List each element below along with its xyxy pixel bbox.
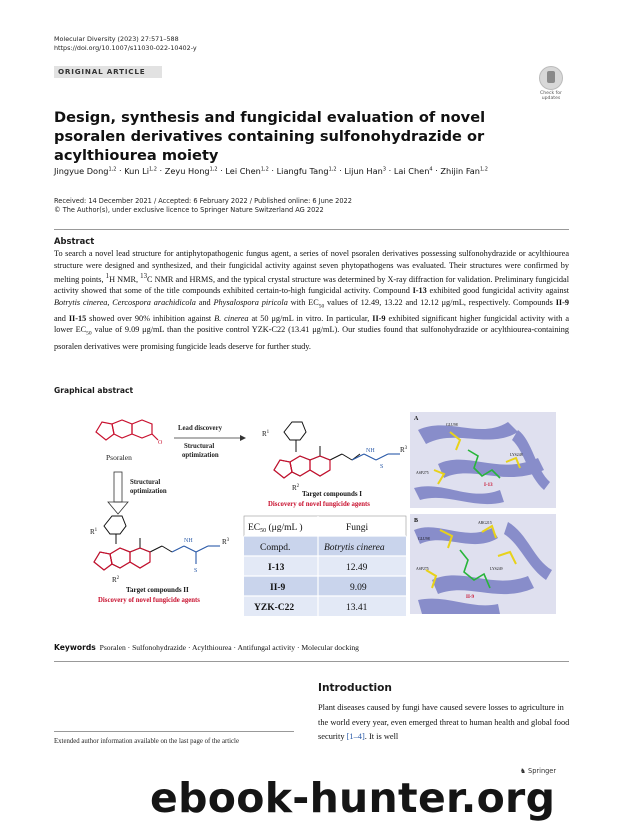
target-ii-nh: NH [184,538,193,544]
footnote-divider [54,731,294,732]
dock-b-residue-1: GLU98 [418,537,430,541]
target-i-highlight [274,456,330,478]
arrow-down [114,472,122,502]
target-i-r3: $R^3$ [400,446,408,454]
target-i-r1: $R^1$ [262,430,270,438]
introduction-heading: Introduction [318,682,392,694]
arrow1-label-1: Lead discovery [178,425,222,432]
psoralen-structure [96,420,158,440]
dock-b-residue-4: ASP275 [416,567,429,571]
dock-a-residue-3: LYS248 [510,453,523,457]
watermark: ebook-hunter.org [150,774,556,822]
table-row-value: 13.41 [346,603,368,613]
publication-history: Received: 14 December 2021 / Accepted: 6 February 2022 / Published online: 6 June 2022 [54,197,352,205]
keywords-divider [54,661,569,662]
author[interactable]: Liangfu Tang$^{1,2}$ [276,165,337,176]
author-info-footnote: Extended author information available on the last page of the article [54,738,239,745]
arrow2-label-2: optimization [130,488,167,495]
table-row0-col1: Botrytis cinerea [324,543,385,553]
keywords [54,643,574,653]
dock-b-residue-3: LYS249 [490,567,503,571]
target-i-label: Target compounds I [302,490,363,498]
author[interactable]: Lai Chen$^4$ [393,165,433,176]
publisher-logo: ♞ Springer [520,767,557,775]
dock-b-residue-2: ARG215 [478,521,492,525]
target-compounds-ii-structure [94,516,172,570]
dock-a-residue-1: GLU98 [446,423,458,427]
target-compounds-i-structure [274,422,360,478]
psoralen-label: Psoralen [106,453,132,462]
dock-b-ligand: II-9 [466,595,475,600]
article-title: Design, synthesis and fungicidal evaluation of novel psoralen derivatives containing sulfonohydrazide or acylthiourea moiety [54,109,486,164]
author[interactable]: Lei Chen$^{1,2}$ [225,165,269,176]
keywords-list: Psoralen · Sulfonohydrazide · Acylthiourea · Antifungal activity · Molecular docking [99,643,359,652]
graphical-abstract-heading: Graphical abstract [54,386,134,395]
arrow2-label-1: Structural [130,479,161,486]
author[interactable]: Zhijin Fan$^{1,2}$ [440,165,488,176]
journal-citation: Molecular Diversity (2023) 27:571–588 [54,35,179,43]
table-row-compound: I-13 [268,563,285,573]
target-ii-r3: $R^3$ [222,538,230,546]
target-ii-label: Target compounds II [126,586,189,594]
target-ii-r2: $R^2$ [112,576,120,584]
dock-a-ligand: I-13 [484,483,493,488]
keywords-label: Keywords [54,643,96,652]
target-ii-s: S [194,568,198,574]
citation-link[interactable]: [1–4] [346,732,365,741]
check-updates-icon [539,66,563,90]
abstract-text: To search a novel lead structure for antiphytopathogenic fungus agent, a series of novel psoralen derivatives possessing sulfonohydrazide or acylthiourea structure were designed and synthesized, and their fungicidal activity against seven phytopathogens was evaluated. Their structures were confirmed by melting points, $^1$H NMR, $^{13}$C NMR and HRMS, and the typical crystal structure was determined by X-ray diffraction for validation. Preliminary fungicidal activity showed that some of the title compounds exhibited certain-to-high fungicidal activity. Compound I-13 exhibited good fungicidal activity against Botrytis cinerea, Cercospora arachidicola and Physalospora piricola with $EC_{50}$ values of 12.49, 13.22 and 12.12 μg/mL, respectively. Compounds II-9 and II-15 showed over 90% inhibition against B. cinerea at 50 μg/mL in vitro. In particular, II-9 exhibited significant higher fungicidal activity with a lower $EC_{50}$ value of 9.09 μg/mL than the positive control YZK-C22 (13.41 μg/mL). Our studies found that sulfonohydrazide or acylthiourea-containing psoralen derivatives were promising fungicide leads deserve for further study. [54,249,570,351]
table-header-fungi: Fungi [346,523,369,533]
panel-b-label: B [414,518,419,524]
table-row-compound: II-9 [270,583,286,593]
arrow-down-head [108,502,128,514]
table-row0-col0: Compd. [260,543,291,553]
acylthiourea-highlight [172,546,220,564]
psoralen-carbonyl-o: O [158,440,163,446]
author[interactable]: Jingyue Dong$^{1,2}$ [54,165,117,176]
introduction-text: Plant diseases caused by fungi have caused severe losses to agriculture in the world every year, even emerged threat to human health and global food security [1–4]. It is well [318,703,570,741]
arrow1-label-3: optimization [182,452,219,459]
panel-a-label: A [414,416,419,422]
author[interactable]: Kun Li$^{1,2}$ [124,165,157,176]
abstract-heading: Abstract [54,236,95,246]
target-ii-discovery-label: Discovery of novel fungicide agents [98,597,200,604]
table-row-compound: YZK-C22 [254,603,295,613]
table-header-ec50: $EC_{50}$ (μg/mL ) [248,523,303,534]
dock-a-residue-2: ASP275 [416,471,429,475]
graphical-abstract-figure [88,410,560,616]
target-i-s: S [380,464,384,470]
target-i-discovery-label: Discovery of novel fungicide agents [268,501,370,508]
author-list: Jingyue Dong$^{1,2}$ · Kun Li$^{1,2}$ · Zeyu Hong$^{1,2}$ · Lei Chen$^{1,2}$ · Liangfu Tang$^{1,2}$ · Lijun Han$^3$ · Lai Chen$^4$ · Zhijin Fan$^{1,2}$ [54,165,488,176]
table-row-value: 9.09 [350,583,367,593]
copyright-line: © The Author(s), under exclusive licence to Springer Nature Switzerland AG 2022 [54,206,324,214]
doi-link[interactable]: https://doi.org/10.1007/s11030-022-10402-y [54,44,197,52]
journal-header [54,35,197,53]
abstract-divider [54,229,569,230]
arrow1-label-2: Structural [184,443,215,450]
author[interactable]: Zeyu Hong$^{1,2}$ [164,165,218,176]
article-type-badge: ORIGINAL ARTICLE [54,66,162,78]
author[interactable]: Lijun Han$^3$ [344,165,386,176]
springer-horse-icon: ♞ [520,767,526,775]
check-updates-badge[interactable] [536,66,566,101]
target-ii-r1: $R^1$ [90,528,98,536]
check-updates-label: Check for updates [540,91,562,101]
article-dates [54,197,574,215]
target-ii-highlight [94,548,150,570]
target-i-nh: NH [366,448,375,454]
target-i-r2: $R^2$ [292,484,300,492]
table-row-value: 12.49 [346,563,368,573]
arrow-lead-discovery-head [240,435,246,441]
